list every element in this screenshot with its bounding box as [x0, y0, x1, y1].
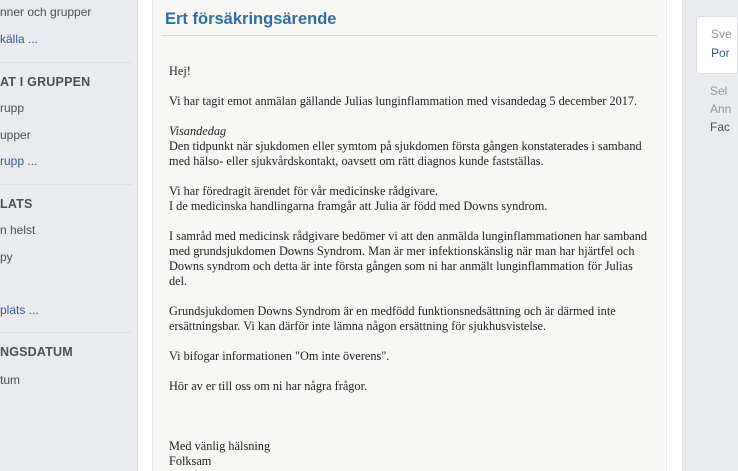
letter-body: [169, 64, 659, 469]
letter-title-rule: [161, 35, 657, 36]
letter-line: Grundsjukdomen Downs Syndrom är en medfödd funktionsnedsättning och är därmed inte: [169, 304, 616, 318]
sidebar-header-group: AT I GRUPPEN: [0, 75, 91, 89]
letter-line: med hälso- eller sjukvårdskontakt, oavsett om rätt diagnos kunde fastställas.: [169, 154, 544, 168]
sidebar-link-place-more[interactable]: plats ...: [0, 303, 39, 317]
letter-line: Den tidpunkt när sjukdomen eller symtom på sjukdomen första gången konstaterades i samband: [169, 139, 642, 153]
letter-paragraph: Vi har tagit emot anmälan gällande Julias lunginflammation med visandedag 5 december 2017.: [169, 94, 638, 108]
sidebar-row-group[interactable]: rupp: [0, 101, 25, 115]
letter-greeting: Hej!: [169, 64, 191, 78]
language-box: [696, 16, 738, 74]
letter-title: Ert försäkringsärende: [165, 10, 337, 28]
post-card: [137, 0, 683, 471]
letter-line: med grundsjukdomen Downs Syndrom. Man är mer infektionskänslig när man har hjärtfel och: [169, 244, 635, 258]
right-column: [696, 0, 732, 471]
sidebar-link-source[interactable]: källa ...: [0, 32, 39, 46]
letter-line: Hör av er till oss om ni har några frågor.: [169, 379, 368, 393]
letter-line: I samråd med medicinsk rådgivare bedömer vi att den anmälda lunginflammationen har samband: [169, 229, 648, 243]
sidebar-row-0: nner och grupper: [0, 5, 92, 19]
footer-link[interactable]: Ann: [710, 102, 732, 116]
letter-subheading: Visandedag: [169, 124, 227, 138]
sidebar-divider: [0, 332, 132, 333]
sidebar-row-city[interactable]: py: [0, 250, 13, 264]
letter-photo[interactable]: [152, 0, 667, 471]
language-current: Sve: [711, 27, 732, 41]
letter-line: I de medicinska handlingarna framgår att Julia är född med Downs syndrom.: [169, 199, 548, 213]
sidebar-link-group-more[interactable]: rupp ...: [0, 154, 38, 168]
sidebar-divider: [0, 62, 132, 63]
sidebar-divider: [0, 184, 132, 185]
sidebar-header-place: LATS: [0, 197, 33, 211]
letter-line: del.: [169, 274, 188, 288]
letter-line: Downs syndrom och detta är inte första gången som ni har anmält lunginflammation för Julias: [169, 259, 633, 273]
letter-line: Vi bifogar informationen "Om inte överens".: [169, 349, 390, 363]
letter-closing: Med vänlig hälsning: [169, 439, 271, 453]
letter-line: ersättningsbar. Vi kan därför inte lämna någon ersättning för sjukhusvistelse.: [169, 319, 547, 333]
letter-line: Vi har föredragit ärendet för vår medicinske rådgivare.: [169, 184, 438, 198]
letter-signature: Folksam: [169, 454, 212, 468]
sidebar-header-date: NGSDATUM: [0, 345, 73, 359]
sidebar-row-date[interactable]: tum: [0, 373, 21, 387]
language-link[interactable]: Por: [711, 46, 730, 60]
footer-text: Fac: [710, 120, 731, 134]
sidebar-row-groups[interactable]: upper: [0, 128, 31, 142]
footer-link[interactable]: Sel: [710, 84, 728, 98]
left-sidebar: [0, 0, 132, 471]
sidebar-row-anywhere[interactable]: n helst: [0, 223, 36, 237]
